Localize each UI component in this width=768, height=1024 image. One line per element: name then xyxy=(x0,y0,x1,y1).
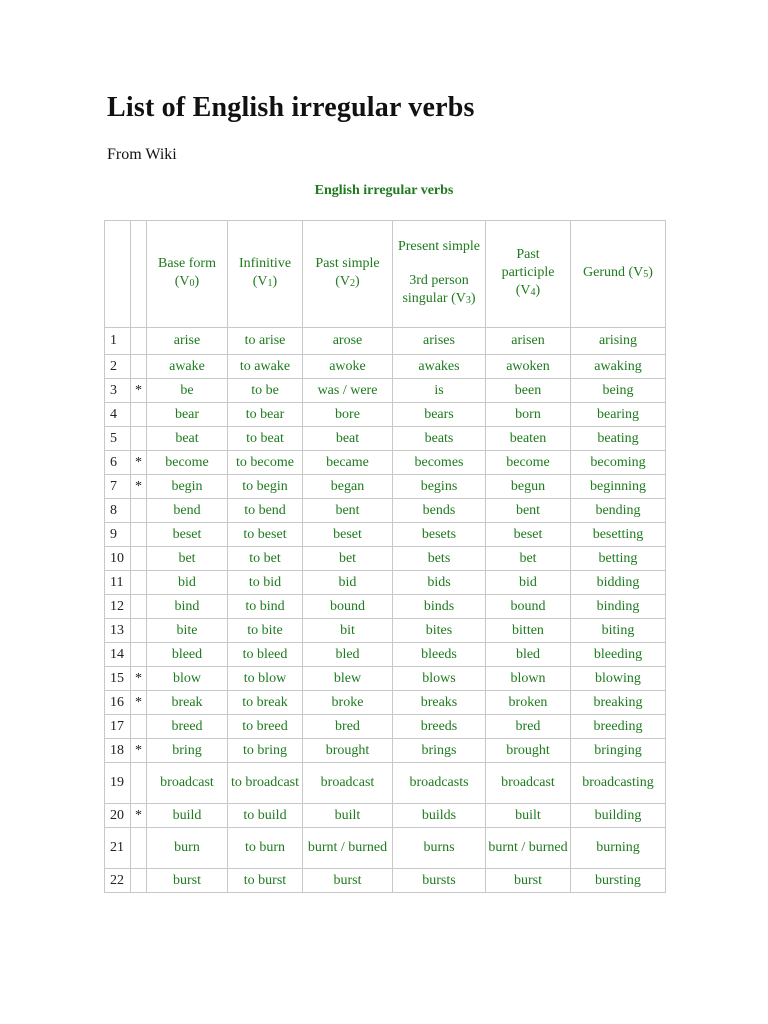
gerund-cell: building xyxy=(571,804,666,828)
past-participle-cell: burst xyxy=(486,869,571,893)
past-simple-cell: brought xyxy=(303,739,393,763)
row-number: 16 xyxy=(105,691,131,715)
gerund-cell: besetting xyxy=(571,523,666,547)
gerund-cell: awaking xyxy=(571,355,666,379)
row-marker xyxy=(131,355,147,379)
table-row xyxy=(105,763,666,804)
row-marker: * xyxy=(131,804,147,828)
gerund-cell: breaking xyxy=(571,691,666,715)
infinitive-cell: to breed xyxy=(228,715,303,739)
base-form-cell: breed xyxy=(147,715,228,739)
row-marker: * xyxy=(131,739,147,763)
present-simple-cell: arises xyxy=(393,328,486,355)
present-simple-cell: breeds xyxy=(393,715,486,739)
source-line: From Wiki xyxy=(107,146,177,163)
row-number: 22 xyxy=(105,869,131,893)
past-participle-cell: bitten xyxy=(486,619,571,643)
base-form-cell: be xyxy=(147,379,228,403)
past-simple-cell: became xyxy=(303,451,393,475)
table-caption: English irregular verbs xyxy=(314,183,454,198)
present-simple-cell: beats xyxy=(393,427,486,451)
table-row xyxy=(105,475,666,499)
present-simple-cell: awakes xyxy=(393,355,486,379)
past-participle-cell: burnt / burned xyxy=(486,828,571,869)
infinitive-cell: to bring xyxy=(228,739,303,763)
present-simple-cell: builds xyxy=(393,804,486,828)
present-simple-cell: begins xyxy=(393,475,486,499)
base-form-cell: bid xyxy=(147,571,228,595)
base-form-cell: arise xyxy=(147,328,228,355)
table-row xyxy=(105,547,666,571)
gerund-cell: betting xyxy=(571,547,666,571)
infinitive-cell: to awake xyxy=(228,355,303,379)
gerund-cell: bearing xyxy=(571,403,666,427)
past-simple-cell: awoke xyxy=(303,355,393,379)
base-form-cell: bind xyxy=(147,595,228,619)
infinitive-cell: to bind xyxy=(228,595,303,619)
gerund-cell: biting xyxy=(571,619,666,643)
header-past-simple: Past simple $(V_2)$ xyxy=(303,221,393,328)
infinitive-cell: to break xyxy=(228,691,303,715)
row-number: 20 xyxy=(105,804,131,828)
page-title: List of English irregular verbs xyxy=(107,92,475,123)
row-number: 21 xyxy=(105,828,131,869)
present-simple-cell: brings xyxy=(393,739,486,763)
gerund-cell: binding xyxy=(571,595,666,619)
row-number: 15 xyxy=(105,667,131,691)
past-simple-cell: bled xyxy=(303,643,393,667)
gerund-cell: bringing xyxy=(571,739,666,763)
row-marker: * xyxy=(131,475,147,499)
base-form-cell: build xyxy=(147,804,228,828)
past-simple-cell: bred xyxy=(303,715,393,739)
base-form-cell: become xyxy=(147,451,228,475)
base-form-cell: awake xyxy=(147,355,228,379)
row-number: 18 xyxy=(105,739,131,763)
infinitive-cell: to bet xyxy=(228,547,303,571)
infinitive-cell: to bid xyxy=(228,571,303,595)
row-marker xyxy=(131,595,147,619)
row-marker xyxy=(131,643,147,667)
present-simple-cell: bleeds xyxy=(393,643,486,667)
infinitive-cell: to arise xyxy=(228,328,303,355)
table-header-row xyxy=(105,221,666,328)
base-form-cell: blow xyxy=(147,667,228,691)
past-simple-cell: bit xyxy=(303,619,393,643)
gerund-cell: being xyxy=(571,379,666,403)
present-simple-cell: bids xyxy=(393,571,486,595)
row-number: 6 xyxy=(105,451,131,475)
gerund-cell: becoming xyxy=(571,451,666,475)
row-number: 5 xyxy=(105,427,131,451)
past-simple-cell: burnt / burned xyxy=(303,828,393,869)
present-simple-cell: blows xyxy=(393,667,486,691)
row-marker: * xyxy=(131,691,147,715)
gerund-cell: bidding xyxy=(571,571,666,595)
header-number xyxy=(105,221,131,328)
table-row xyxy=(105,619,666,643)
base-form-cell: bring xyxy=(147,739,228,763)
gerund-cell: blowing xyxy=(571,667,666,691)
past-participle-cell: built xyxy=(486,804,571,828)
row-marker: * xyxy=(131,667,147,691)
past-participle-cell: been xyxy=(486,379,571,403)
table-row xyxy=(105,667,666,691)
row-marker xyxy=(131,619,147,643)
row-number: 3 xyxy=(105,379,131,403)
present-simple-cell: becomes xyxy=(393,451,486,475)
past-participle-cell: beset xyxy=(486,523,571,547)
table-row xyxy=(105,328,666,355)
present-simple-cell: broadcasts xyxy=(393,763,486,804)
row-marker xyxy=(131,328,147,355)
past-participle-cell: bet xyxy=(486,547,571,571)
table-row xyxy=(105,715,666,739)
header-base-form: Base form $(V_0)$ xyxy=(147,221,228,328)
past-participle-cell: broken xyxy=(486,691,571,715)
present-simple-cell: bursts xyxy=(393,869,486,893)
present-simple-cell: binds xyxy=(393,595,486,619)
base-form-cell: burn xyxy=(147,828,228,869)
present-simple-cell: breaks xyxy=(393,691,486,715)
row-number: 11 xyxy=(105,571,131,595)
past-participle-cell: bid xyxy=(486,571,571,595)
past-simple-cell: built xyxy=(303,804,393,828)
row-number: 13 xyxy=(105,619,131,643)
past-simple-cell: began xyxy=(303,475,393,499)
infinitive-cell: to burn xyxy=(228,828,303,869)
infinitive-cell: to bend xyxy=(228,499,303,523)
base-form-cell: bet xyxy=(147,547,228,571)
past-simple-cell: blew xyxy=(303,667,393,691)
infinitive-cell: to become xyxy=(228,451,303,475)
past-participle-cell: bent xyxy=(486,499,571,523)
base-form-cell: begin xyxy=(147,475,228,499)
infinitive-cell: to beat xyxy=(228,427,303,451)
gerund-cell: bending xyxy=(571,499,666,523)
past-simple-cell: bound xyxy=(303,595,393,619)
base-form-cell: beset xyxy=(147,523,228,547)
table-row xyxy=(105,691,666,715)
gerund-cell: breeding xyxy=(571,715,666,739)
row-number: 1 xyxy=(105,328,131,355)
past-participle-cell: bred xyxy=(486,715,571,739)
infinitive-cell: to bite xyxy=(228,619,303,643)
present-simple-cell: besets xyxy=(393,523,486,547)
row-marker xyxy=(131,571,147,595)
past-participle-cell: awoken xyxy=(486,355,571,379)
header-infinitive: Infinitive $(V_1)$ xyxy=(228,221,303,328)
row-number: 12 xyxy=(105,595,131,619)
present-simple-cell: bends xyxy=(393,499,486,523)
present-simple-cell: burns xyxy=(393,828,486,869)
base-form-cell: bear xyxy=(147,403,228,427)
row-marker xyxy=(131,715,147,739)
table-row xyxy=(105,571,666,595)
table-row xyxy=(105,828,666,869)
base-form-cell: broadcast xyxy=(147,763,228,804)
table-body xyxy=(105,328,666,893)
past-simple-cell: broadcast xyxy=(303,763,393,804)
past-simple-cell: bet xyxy=(303,547,393,571)
table-row xyxy=(105,523,666,547)
past-simple-cell: broke xyxy=(303,691,393,715)
table-row xyxy=(105,739,666,763)
infinitive-cell: to broadcast xyxy=(228,763,303,804)
gerund-cell: burning xyxy=(571,828,666,869)
past-simple-cell: bid xyxy=(303,571,393,595)
row-number: 19 xyxy=(105,763,131,804)
infinitive-cell: to build xyxy=(228,804,303,828)
infinitive-cell: to begin xyxy=(228,475,303,499)
base-form-cell: beat xyxy=(147,427,228,451)
table-row xyxy=(105,499,666,523)
irregular-verbs-table xyxy=(104,220,666,893)
table-row xyxy=(105,379,666,403)
past-simple-cell: burst xyxy=(303,869,393,893)
past-simple-cell: arose xyxy=(303,328,393,355)
gerund-cell: arising xyxy=(571,328,666,355)
row-marker xyxy=(131,523,147,547)
gerund-cell: bursting xyxy=(571,869,666,893)
past-simple-cell: beat xyxy=(303,427,393,451)
row-number: 9 xyxy=(105,523,131,547)
row-marker xyxy=(131,499,147,523)
base-form-cell: burst xyxy=(147,869,228,893)
row-marker: * xyxy=(131,451,147,475)
past-simple-cell: bent xyxy=(303,499,393,523)
past-simple-cell: was / were xyxy=(303,379,393,403)
past-participle-cell: brought xyxy=(486,739,571,763)
past-participle-cell: broadcast xyxy=(486,763,571,804)
row-marker xyxy=(131,763,147,804)
past-participle-cell: bound xyxy=(486,595,571,619)
row-marker xyxy=(131,828,147,869)
table-row xyxy=(105,451,666,475)
row-marker xyxy=(131,547,147,571)
base-form-cell: bite xyxy=(147,619,228,643)
header-present-simple: Present simple 3rd person singular $(V_3)$ xyxy=(393,221,486,328)
present-simple-cell: bears xyxy=(393,403,486,427)
past-simple-cell: beset xyxy=(303,523,393,547)
present-simple-cell: is xyxy=(393,379,486,403)
gerund-cell: beginning xyxy=(571,475,666,499)
row-number: 2 xyxy=(105,355,131,379)
past-participle-cell: begun xyxy=(486,475,571,499)
row-number: 8 xyxy=(105,499,131,523)
past-participle-cell: arisen xyxy=(486,328,571,355)
gerund-cell: broadcasting xyxy=(571,763,666,804)
table-row xyxy=(105,869,666,893)
row-number: 17 xyxy=(105,715,131,739)
table-row xyxy=(105,355,666,379)
infinitive-cell: to bleed xyxy=(228,643,303,667)
gerund-cell: beating xyxy=(571,427,666,451)
past-participle-cell: become xyxy=(486,451,571,475)
header-marker xyxy=(131,221,147,328)
table-row xyxy=(105,804,666,828)
row-number: 7 xyxy=(105,475,131,499)
row-marker xyxy=(131,869,147,893)
infinitive-cell: to bear xyxy=(228,403,303,427)
base-form-cell: bleed xyxy=(147,643,228,667)
past-simple-cell: bore xyxy=(303,403,393,427)
row-number: 14 xyxy=(105,643,131,667)
row-marker: * xyxy=(131,379,147,403)
table-row xyxy=(105,595,666,619)
row-number: 4 xyxy=(105,403,131,427)
infinitive-cell: to beset xyxy=(228,523,303,547)
table-row xyxy=(105,403,666,427)
base-form-cell: bend xyxy=(147,499,228,523)
header-past-participle: Past participle $(V_4)$ xyxy=(486,221,571,328)
past-participle-cell: bled xyxy=(486,643,571,667)
row-marker xyxy=(131,427,147,451)
present-simple-cell: bets xyxy=(393,547,486,571)
infinitive-cell: to be xyxy=(228,379,303,403)
past-participle-cell: born xyxy=(486,403,571,427)
past-participle-cell: beaten xyxy=(486,427,571,451)
infinitive-cell: to burst xyxy=(228,869,303,893)
base-form-cell: break xyxy=(147,691,228,715)
table-row xyxy=(105,427,666,451)
row-marker xyxy=(131,403,147,427)
infinitive-cell: to blow xyxy=(228,667,303,691)
present-simple-cell: bites xyxy=(393,619,486,643)
header-gerund: Gerund $(V_5)$ xyxy=(571,221,666,328)
table-row xyxy=(105,643,666,667)
past-participle-cell: blown xyxy=(486,667,571,691)
row-number: 10 xyxy=(105,547,131,571)
gerund-cell: bleeding xyxy=(571,643,666,667)
